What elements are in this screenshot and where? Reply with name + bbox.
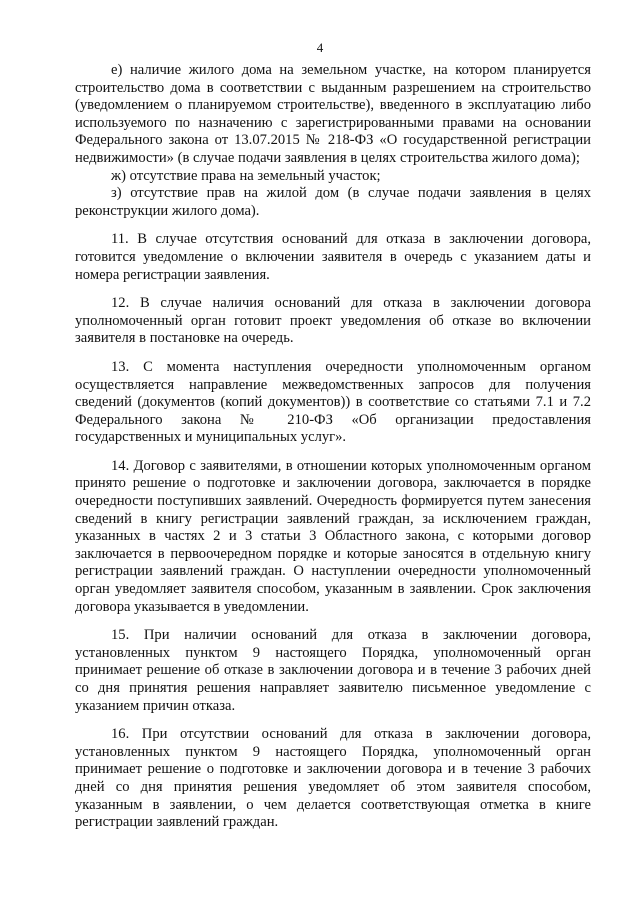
page-number: 4 bbox=[316, 40, 324, 55]
document-body bbox=[75, 62, 591, 832]
paragraph-16: 16. При отсутствии оснований для отказа в заключении договора, установленных пунктом 9 настоящего Порядка, уполномоченный орган принимает решение о подготовке и заключении договора и в течение 3 рабочих дней со дня принятия решения уведомляет об этом заявителя способом, указанным в заявлении, о чем делается соответствующая отметка в книге регистрации заявлений граждан. bbox=[75, 726, 591, 831]
paragraph-item-z: з) отсутствие прав на жилой дом (в случае подачи заявления в целях реконструкции жилого дома). bbox=[75, 185, 591, 219]
paragraph-13: 13. С момента наступления очередности уполномоченным органом осуществляется направление межведомственных запросов для получения сведений (документов (копий документов)) в соответствие со статьями 7.1 и 7.2 Федерального закона № 210-ФЗ «Об организации предоставления государственных и муниципальных услуг». bbox=[75, 358, 591, 446]
paragraph-14: 14. Договор с заявителями, в отношении которых уполномоченным органом принято решение о подготовке и заключении договора, заключается в порядке очередности поступивших заявлений. Очередность формируется путем занесения сведений в книгу регистрации заявлений граждан, за исключением граждан, указанных в частях 2 и 3 статьи 3 Областного закона, с которыми договор заключается в первоочередном порядке и которые заносятся в отдельную книгу регистрации заявлений граждан. О наступлении очередности уполномоченный орган уведомляет заявителя способом, указанным в заявлении. Срок заключения договора указывается в уведомлении. bbox=[75, 457, 591, 615]
paragraph-11: 11. В случае отсутствия оснований для отказа в заключении договора, готовится уведомление о включении заявителя в очередь с указанием даты и номера регистрации заявления. bbox=[75, 231, 591, 283]
paragraph-12: 12. В случае наличия оснований для отказа в заключении договора уполномоченный орган готовит проект уведомления об отказе во включении заявителя в постановке на очередь. bbox=[75, 295, 591, 347]
paragraph-15: 15. При наличии оснований для отказа в заключении договора, установленных пунктом 9 настоящего Порядка, уполномоченный орган принимает решение об отказе в заключении договора и в течение 3 рабочих дней со дня принятия решения направляет заявителю письменное уведомление с указанием причин отказа. bbox=[75, 627, 591, 714]
paragraph-item-e: е) наличие жилого дома на земельном участке, на котором планируется строительство дома в соответствии с выданным разрешением на строительство (уведомлением о планируемом строительстве), введенного в эксплуатацию либо используемого по назначению с зарегистрированными правами на основании Федерального закона от 13.07.2015 № 218-ФЗ «О государственной регистрации недвижимости» (в случае подачи заявления в целях строительства жилого дома); bbox=[75, 62, 591, 166]
paragraph-item-zh: ж) отсутствие права на земельный участок; bbox=[111, 167, 381, 184]
